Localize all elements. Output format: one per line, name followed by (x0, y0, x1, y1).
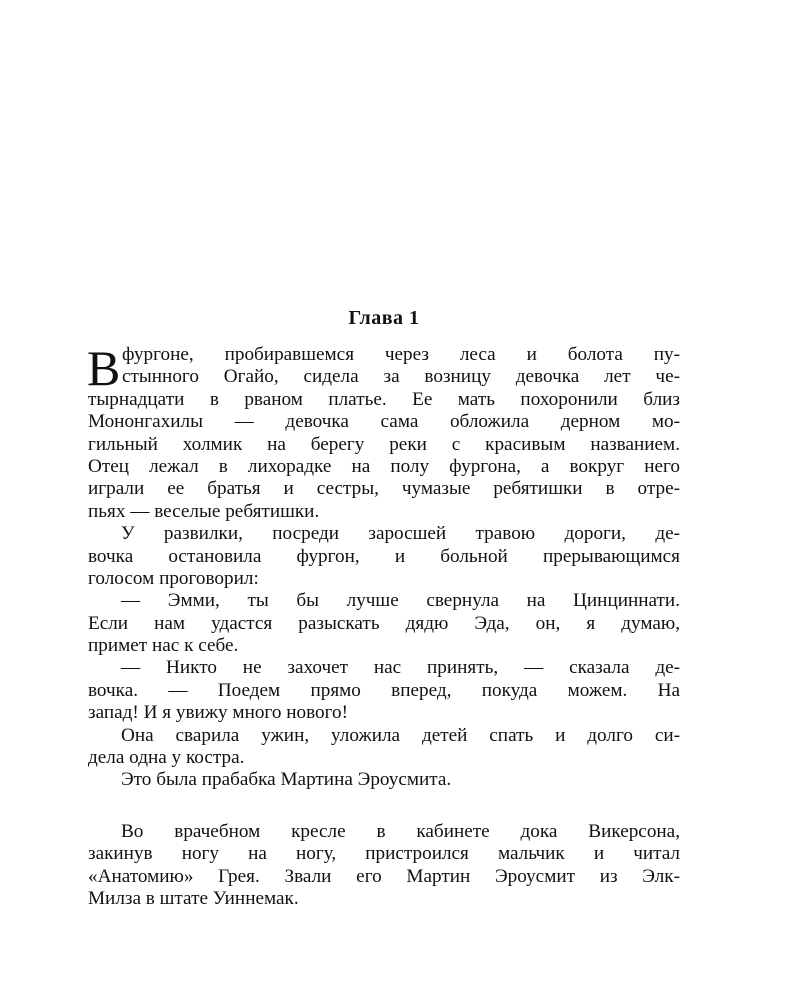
chapter-text-section-2 (88, 821, 680, 911)
text-line: тырнадцати в рваном платье. Ее мать похоронили близ (88, 388, 680, 410)
text-line: стынного Огайо, сидела за возницу девочка лет че- (122, 366, 680, 388)
text-line: вочка остановила фургон, и больной прерывающимся (88, 545, 680, 567)
book-page (88, 0, 680, 1000)
text-line: закинув ногу на ногу, пристроился мальчик и читал (88, 843, 680, 865)
text-line: Во врачебном кресле в кабинете дока Викерсона, (121, 821, 680, 842)
text-line: Мононгахилы — девочка сама обложила дерном мо- (88, 411, 680, 433)
chapter-text-section-1 (87, 340, 680, 792)
text-line: играли ее братья и сестры, чумазые ребятишки в отре- (88, 478, 680, 500)
text-line: «Анатомию» Грея. Звали его Мартин Эроусмит из Элк- (88, 865, 680, 887)
text-line: — Эмми, ты бы лучше свернула на Цинциннати. (121, 590, 680, 612)
text-line: Это была прабабка Мартина Эроусмита. (121, 769, 452, 791)
text-line: запад! И я увижу много нового! (88, 702, 348, 724)
text-line: гильный холмик на берегу реки с красивым названием. (88, 433, 680, 455)
drop-cap: В (87, 340, 121, 396)
text-line: Она сварила ужин, уложила детей спать и долго си- (121, 724, 680, 746)
chapter-title: Глава 1 (348, 307, 420, 329)
text-line: Если нам удастся разыскать дядю Эда, он, я думаю, (88, 612, 680, 634)
text-line: — Никто не захочет нас принять, — сказала де- (121, 657, 680, 679)
text-line: вочка. — Поедем прямо вперед, покуда можем. На (88, 679, 680, 701)
text-line: Отец лежал в лихорадке на полу фургона, а вокруг него (88, 455, 680, 477)
text-line: фургоне, пробиравшемся через леса и болота пу- (122, 344, 680, 365)
text-line: У развилки, посреди заросшей травою дороги, де- (121, 523, 680, 545)
text-line: дела одна у костра. (88, 747, 245, 769)
text-line: примет нас к себе. (88, 635, 239, 657)
text-line: голосом проговорил: (88, 567, 259, 589)
text-line: пьях — веселые ребятишки. (88, 500, 320, 522)
text-line: Милза в штате Уиннемак. (88, 888, 299, 910)
